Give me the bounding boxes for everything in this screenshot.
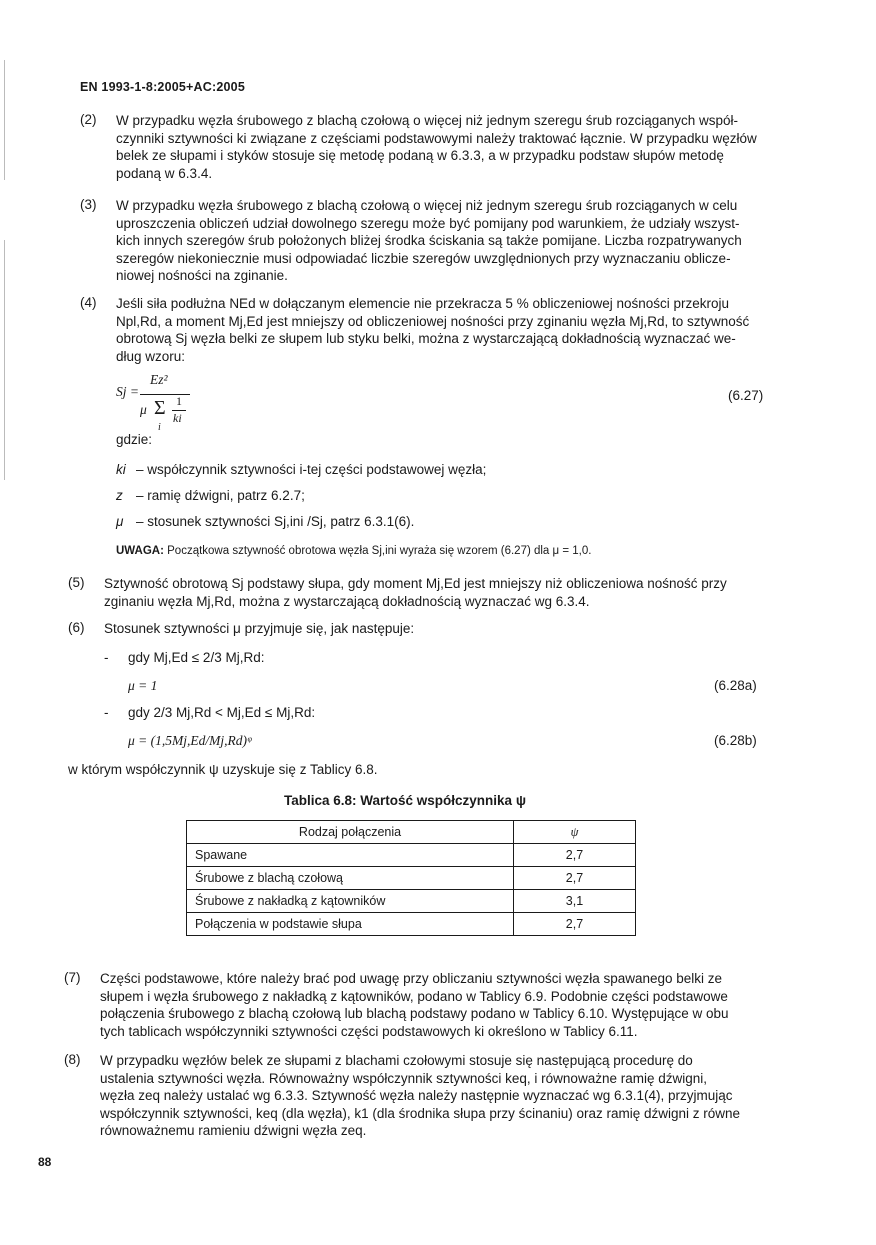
paragraph-number: (6) — [68, 620, 85, 635]
table-header: Rodzaj połączenia — [187, 821, 514, 844]
text-line: belek ze słupami i styków stosuje się metodę podaną w 6.3.3, a w przypadku podstaw słupów metodę — [116, 148, 724, 163]
text-line: zginaniu węzła Mj,Rd, można z wystarczającą dokładnością wyznaczać wg 6.3.4. — [104, 593, 590, 609]
table-cell: 2,7 — [514, 913, 636, 936]
text-line: współczynnik sztywności, keq (dla węzła), k1 (dla środnika słupa przy ścinaniu) oraz ramię dźwigni z równe — [100, 1105, 741, 1121]
text-line: równoważnemu ramieniu dźwigni węzła zeq. — [100, 1123, 367, 1138]
table-cell: 2,7 — [514, 867, 636, 890]
text-line: niowej nośności na zginanie. — [116, 268, 288, 283]
table-cell: Połączenia w podstawie słupa — [187, 913, 514, 936]
formula-sum-index: i — [158, 422, 161, 433]
margin-mark — [4, 240, 5, 480]
paragraph-7 — [100, 970, 820, 1040]
table-6-8 — [186, 820, 636, 936]
formula-inner-den: ki — [173, 411, 182, 425]
table-header-row — [187, 821, 636, 844]
definition-item — [116, 514, 796, 540]
text-line: ustalenia sztywności węzła. Równoważny współczynnik sztywności keq, i równoważne ramię dźwigni, — [100, 1070, 707, 1086]
formula-sum: Σ — [154, 397, 166, 419]
fraction-bar — [140, 394, 190, 395]
table-row — [187, 890, 636, 913]
text-line: kich innych szeregów śrub położonych bliżej środka ściskania są także pomijane. Liczba rozpatrywanych — [116, 233, 742, 248]
symbol: z — [116, 488, 123, 503]
text-line: uproszczenia obliczeń udział dowolnego szeregu może być pomijany pod warunkiem, że udziały wszyst- — [116, 215, 740, 231]
equation-number: (6.27) — [728, 388, 764, 403]
case-equation: μ = 1 — [128, 678, 158, 693]
text-line: W przypadku węzłów belek ze słupami z blachami czołowymi stosuje się następującą procedurę do — [100, 1053, 693, 1068]
case-dash: - — [104, 705, 109, 720]
case-equation: μ = (1,5Mj,Ed/Mj,Rd)ᵠ — [128, 733, 252, 748]
text-line: węzła zeq należy ustalać wg 6.3.3. Sztywność węzła należy następnie wyznaczać wg 6.3.1(4), przyjmując — [100, 1088, 733, 1103]
text-line: dług wzoru: — [116, 348, 186, 364]
formula-lhs: Sj = — [116, 384, 139, 399]
formula-inner-num: 1 — [176, 394, 182, 408]
margin-mark — [4, 60, 5, 180]
table-cell: 3,1 — [514, 890, 636, 913]
text-line: słupem i węzła śrubowego z nakładką z kątowników, podano w Tablicy 6.9. Podobnie części podstawowe — [100, 988, 728, 1004]
text-line: Npl,Rd, a moment Mj,Ed jest mniejszy od obliczeniowej nośności przy zginaniu węzła Mj,Rd, to sztywność — [116, 313, 750, 329]
text-line: czynniki sztywności ki związane z częściami podstawowymi należy traktować łącznie. W przypadku węzłów — [116, 130, 757, 146]
paragraph-number: (4) — [80, 295, 97, 310]
table-cell: Śrubowe z blachą czołową — [187, 867, 514, 890]
paragraph-3 — [116, 197, 796, 285]
formula-mu: μ — [140, 402, 147, 417]
table-header: ψ — [514, 821, 636, 844]
psi-sentence: w którym współczynnik ψ uzyskuje się z Tablicy 6.8. — [68, 762, 378, 777]
paragraph-number: (3) — [80, 197, 97, 212]
paragraph-number: (5) — [68, 575, 85, 590]
note-label: UWAGA: — [116, 545, 164, 557]
definition-item — [116, 462, 796, 488]
paragraph-2 — [116, 112, 796, 182]
note — [116, 545, 796, 557]
text-line: W przypadku węzła śrubowego z blachą czołową o więcej niż jednym szeregu śrub rozciąganych w celu — [116, 198, 738, 213]
text-line: W przypadku węzła śrubowego z blachą czołową o więcej niż jednym szeregu śrub rozciąganych współ- — [116, 113, 739, 128]
paragraph-number: (7) — [64, 970, 81, 985]
symbol: ki — [116, 462, 126, 477]
text-line: tych tablicach współczynniki sztywności części podstawowych ki określono w Tablicy 6.11. — [100, 1023, 638, 1039]
definition-text: – stosunek sztywności Sj,ini /Sj, patrz 6.3.1(6). — [136, 514, 415, 529]
definition-text: – współczynnik sztywności i-tej części podstawowej węzła; — [136, 462, 487, 477]
equation-number: (6.28b) — [714, 733, 757, 748]
paragraph-6: Stosunek sztywności μ przyjmuje się, jak następuje: — [104, 621, 415, 636]
definitions — [116, 462, 796, 540]
text-line: Części podstawowe, które należy brać pod uwagę przy obliczaniu sztywności węzła spawanego belki ze — [100, 971, 723, 986]
definition-item — [116, 488, 796, 514]
equation-number: (6.28a) — [714, 678, 757, 693]
paragraph-number: (8) — [64, 1052, 81, 1067]
text-line: obrotową Sj węzła belki ze słupem lub styku belki, można z wystarczającą dokładnością wyznaczać we- — [116, 331, 736, 346]
case-dash: - — [104, 650, 109, 665]
table-cell: 2,7 — [514, 844, 636, 867]
table-row — [187, 844, 636, 867]
text-line: Jeśli siła podłużna NEd w dołączanym elemencie nie przekracza 5 % obliczeniowej nośności przekroju — [116, 296, 730, 311]
table-cell: Spawane — [187, 844, 514, 867]
table-caption: Tablica 6.8: Wartość współczynnika ψ — [284, 793, 526, 808]
paragraph-number: (2) — [80, 112, 97, 127]
paragraph-5 — [104, 575, 804, 610]
page-number: 88 — [38, 1155, 52, 1169]
note-text: Początkowa sztywność obrotowa węzła Sj,ini wyraża się wzorem (6.27) dla μ = 1,0. — [167, 545, 592, 557]
where-label: gdzie: — [116, 432, 153, 447]
case-condition: gdy 2/3 Mj,Rd < Mj,Ed ≤ Mj,Rd: — [128, 705, 316, 720]
formula-numerator: Ez² — [150, 372, 168, 387]
text-line: szeregów niekoniecznie musi odpowiadać liczbie szeregów uwzględnionych przy wyznaczaniu oblicze- — [116, 250, 731, 266]
table-row — [187, 913, 636, 936]
table-row — [187, 867, 636, 890]
symbol: μ — [116, 514, 124, 529]
document-header: EN 1993-1-8:2005+AC:2005 — [80, 80, 245, 94]
paragraph-8 — [100, 1052, 820, 1140]
definition-text: – ramię dźwigni, patrz 6.2.7; — [136, 488, 305, 503]
text-line: podaną w 6.3.4. — [116, 165, 213, 181]
text-line: połączenia śrubowego z blachą czołową lub blachą podstawy podano w Tablicy 6.10. Występujące w obu — [100, 1006, 729, 1021]
case-condition: gdy Mj,Ed ≤ 2/3 Mj,Rd: — [128, 650, 265, 665]
text-line: Sztywność obrotową Sj podstawy słupa, gdy moment Mj,Ed jest mniejszy niż obliczeniowa nośność przy — [104, 576, 727, 591]
paragraph-4 — [116, 295, 796, 365]
table-cell: Śrubowe z nakładką z kątowników — [187, 890, 514, 913]
